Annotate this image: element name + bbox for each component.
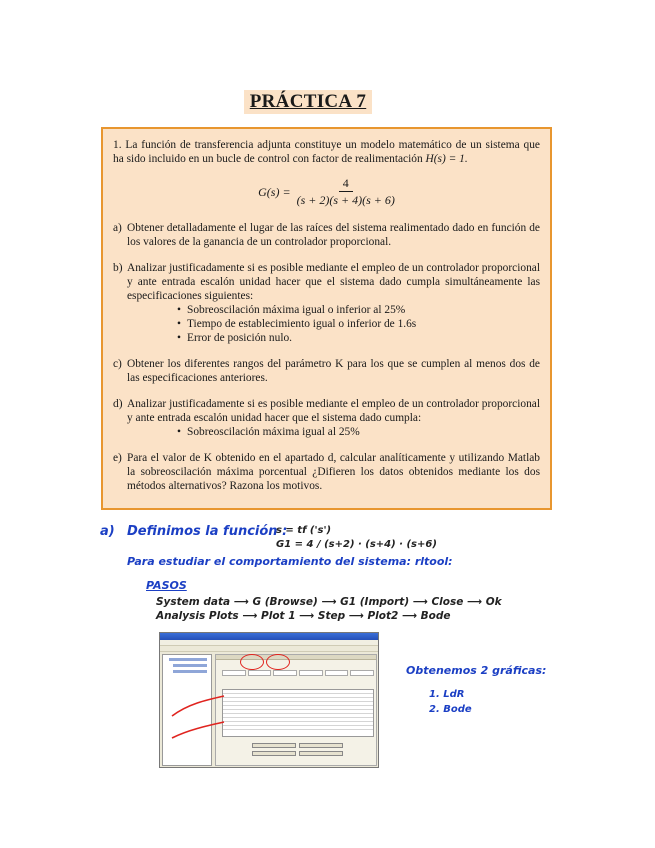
item-text: Para el valor de K obtenido en el apartado d, calcular analíticamente y utilizando Matlab la sobreoscilación máxima porcentual ¿Difieren los datos obtenidos mediante los dos métodos alternativos? Razona los motivos. [127,452,540,492]
note-a-label: a) [100,524,115,539]
item-text: Analizar justificadamente si es posible mediante el empleo de un controlador proporcional y ante entrada escalón unidad hacer que el sistema dado cumpla: [127,398,540,424]
note-define: Definimos la función : [127,524,288,539]
problem-box [101,127,552,510]
item-text: Obtener los diferentes rangos del parámetro K para los que se cumplen al menos dos de las especificaciones anteriores. [127,358,540,384]
item-label: b) [113,262,123,274]
item-label: c) [113,358,122,370]
note-code-g1: G1 = 4 / (s+2) · (s+4) · (s+6) [276,539,437,550]
item-text: Obtener detalladamente el lugar de las raíces del sistema realimentado dado en función de los valores de la ganancia de un controlador proporcional. [127,222,540,248]
note-study: Para estudiar el comportamiento del sistema: rltool: [127,555,453,568]
highlight-circle-plot2 [266,654,290,670]
list-item: • Tiempo de establecimiento igual o inferior de 1.6s [177,317,540,331]
annotation-arrows [150,680,240,740]
item-e [113,451,540,493]
formula-fraction [297,176,395,207]
formula-denominator: (s + 2)(s + 4)(s + 6) [296,193,395,207]
note-obtain: Obtenemos 2 gráficas: [406,664,547,677]
plot-selectors [222,670,374,676]
responses-grid [222,689,374,737]
spec-list [177,303,540,345]
list-item: • Sobreoscilación máxima igual o inferior al 25% [177,303,540,317]
transfer-function [113,176,540,207]
feedback-expression: H(s) = 1. [425,153,468,165]
item-a [113,221,540,249]
window-titlebar [160,633,378,640]
note-pasos: PASOS [146,579,187,592]
window-toolbar [160,646,378,652]
spec-list [177,425,540,439]
formula-lhs: G(s) = [258,184,291,199]
note-step-1: System data ⟶ G (Browse) ⟶ G1 (Import) ⟶ Close ⟶ Ok [156,596,502,608]
intro-text: 1. La función de transferencia adjunta constituye un modelo matemático de un sistema que ha sido incluido en un bucle de control con factor de realimentación [113,139,540,165]
panel-buttons [252,743,344,756]
highlight-circle-plot1 [240,654,264,670]
note-graph-2: 2. Bode [429,704,472,715]
note-graph-1: 1. LdR [429,689,465,700]
problem-intro [113,138,540,166]
formula-numerator: 4 [339,176,353,192]
item-label: a) [113,222,122,234]
item-label: d) [113,398,123,410]
item-b [113,261,540,345]
list-item: • Error de posición nulo. [177,331,540,345]
item-c [113,357,540,385]
item-d [113,397,540,439]
item-text: Analizar justificadamente si es posible mediante el empleo de un controlador proporcional y ante entrada escalón unidad hacer que el sistema dado cumpla simultáneamente las especificaciones siguientes: [127,262,540,302]
list-item: • Sobreoscilación máxima igual al 25% [177,425,540,439]
note-step-2: Analysis Plots ⟶ Plot 1 ⟶ Step ⟶ Plot2 ⟶ Bode [156,610,451,622]
item-label: e) [113,452,122,464]
page-title: PRÁCTICA 7 [244,90,372,114]
note-code-tf: s = tf ('s') [276,525,332,536]
